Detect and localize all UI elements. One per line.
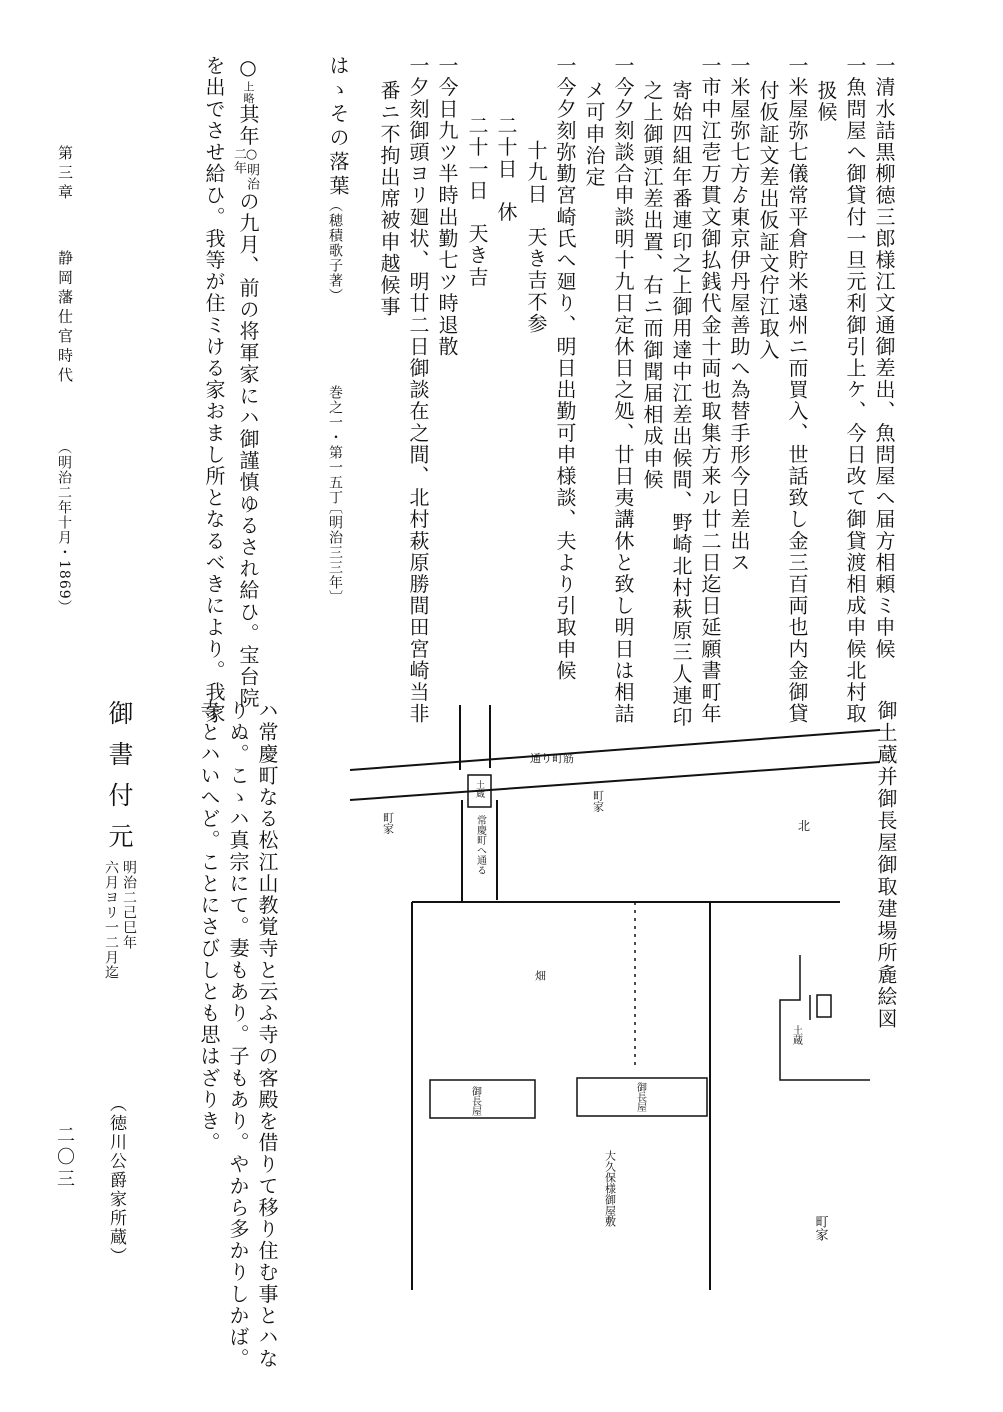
prose-line-1-tail: の九月、前の将軍家にハ御謹慎ゆるされ給ひ。宝台院 [236, 190, 260, 710]
running-head-chapter: 第三章 [56, 145, 74, 204]
diary-date-20: 二十日 休 [494, 115, 518, 223]
map-label-street: 通り町筋 [530, 752, 574, 765]
diary-column-4: 一米屋弥七儀常平倉貯米遠州ニ而買入、世話致し金三百両也内金御貸 [785, 55, 809, 725]
prose-col-a: ハ常慶町なる松江山教覚寺と云ふ寺の客殿を借りて移り住む事とハな [255, 700, 279, 1370]
omission-mark: ○ [236, 55, 260, 81]
map-label-block-right: 町家 [591, 790, 605, 812]
diary-column-3: 扱候 [814, 80, 838, 124]
map-caption: 御土蔵并御長屋御取建場所麁絵図 [874, 700, 898, 1030]
page-number: 二〇三 [54, 1125, 75, 1191]
map-label-field: 畑 [533, 970, 547, 981]
prose-line-1-head: 其年 [236, 103, 260, 147]
diary-column-7: 一市中江壱万貫文御払銭代金十両也取集方来ル廿二日迄日延願書町年 [698, 55, 722, 725]
diary-column-6: 一米屋弥七方ゟ東京伊丹屋善助へ為替手形今日差出ス [727, 55, 751, 574]
fuda-title: 御書付元 [105, 700, 134, 864]
prose-line-1 [232, 55, 258, 709]
diary-column-17: 一夕刻御頭ヨリ廻状、明廿二日御談在之間、北村萩原勝間田宮崎当非 [406, 55, 430, 725]
year-annotation: ○明治 二年 [231, 146, 259, 191]
property-sketch-map [340, 690, 880, 1290]
fuda-date-line2: 六月ヨリ一二月迄 [103, 860, 119, 980]
omission-note: 上略 [242, 80, 255, 104]
running-head-date: （明治二年十月・1869） [56, 440, 72, 615]
source-volume: 巻之一・第一五丁 [327, 385, 343, 505]
source-title: はゝその落葉 [326, 55, 350, 199]
diary-column-12: 一今夕刻弥勤宮崎氏へ廻り、明日出勤可申様談、夫より引取申候 [553, 55, 577, 682]
map-label-compass: 北 [798, 819, 811, 833]
fuda-collection: （徳川公爵家所蔵） [106, 1095, 126, 1266]
prose-col-c: 寺とハいへど。ことにさびしとも思はざりき。 [197, 700, 221, 1154]
diary-column-18: 番ニ不拘出席被申越候事 [377, 80, 401, 318]
diary-column-1: 一清水詰黒柳徳三郎様江文通御差出、魚問屋へ届方相頼ミ申候 [872, 55, 896, 660]
map-label-block-left: 町家 [381, 812, 395, 834]
street-edge-lower [350, 762, 880, 800]
diary-column-8: 寄始四組年番連印之上御用達中江差出候間、野崎北村萩原三人連印 [669, 80, 693, 728]
prose-col-b: りぬ。こゝハ真宗にて。妻もあり。子もあり。やから多かりしかば。 [226, 700, 250, 1370]
map-label-small-box: 土蔵 [474, 780, 484, 798]
map-label-right-box: 土蔵 [790, 1025, 802, 1045]
diary-date-19: 十九日 天き吉不参 [524, 140, 548, 335]
diary-date-21: 二十一日 天き吉 [465, 115, 489, 288]
map-label-lane: 常慶町へ通る [474, 815, 486, 875]
street-edge-upper [350, 730, 880, 770]
map-label-right-side: 町家 [812, 1215, 828, 1241]
diary-column-10: 一今夕刻談合申談明十九日定休日之処、廿日夷講休と致し明日は相詰 [611, 55, 635, 725]
fuda-date-line1: 明治二己巳年 [121, 860, 137, 950]
diary-column-2: 一魚問屋へ御貸付一旦元利御引上ケ、今日改て御貸渡相成申候北村取 [843, 55, 867, 725]
diary-column-9: 之上御頭江差出置、右ニ而御聞届相成申候 [640, 80, 664, 491]
map-label-inner-right: 御長屋 [634, 1082, 646, 1112]
source-author: （穂積歌子著） [327, 198, 343, 303]
diary-column-11: メ可申治定 [582, 80, 606, 188]
prose-line-2: を出でさせ給ひ。我等が住ミける家おまし所となるべきにより。我家 [202, 55, 226, 725]
diary-column-5: 付仮証文差出仮証文佇江取入 [756, 80, 780, 361]
map-label-bottom: 大久保様御屋敷 [603, 1150, 617, 1227]
diary-column-16: 一今日九ツ半時出勤七ツ時退散 [435, 55, 459, 358]
map-label-inner-left: 御長屋 [469, 1086, 481, 1116]
source-era: 〔明治三三年〕 [327, 500, 343, 605]
running-head-section: 静岡藩仕官時代 [56, 250, 74, 387]
